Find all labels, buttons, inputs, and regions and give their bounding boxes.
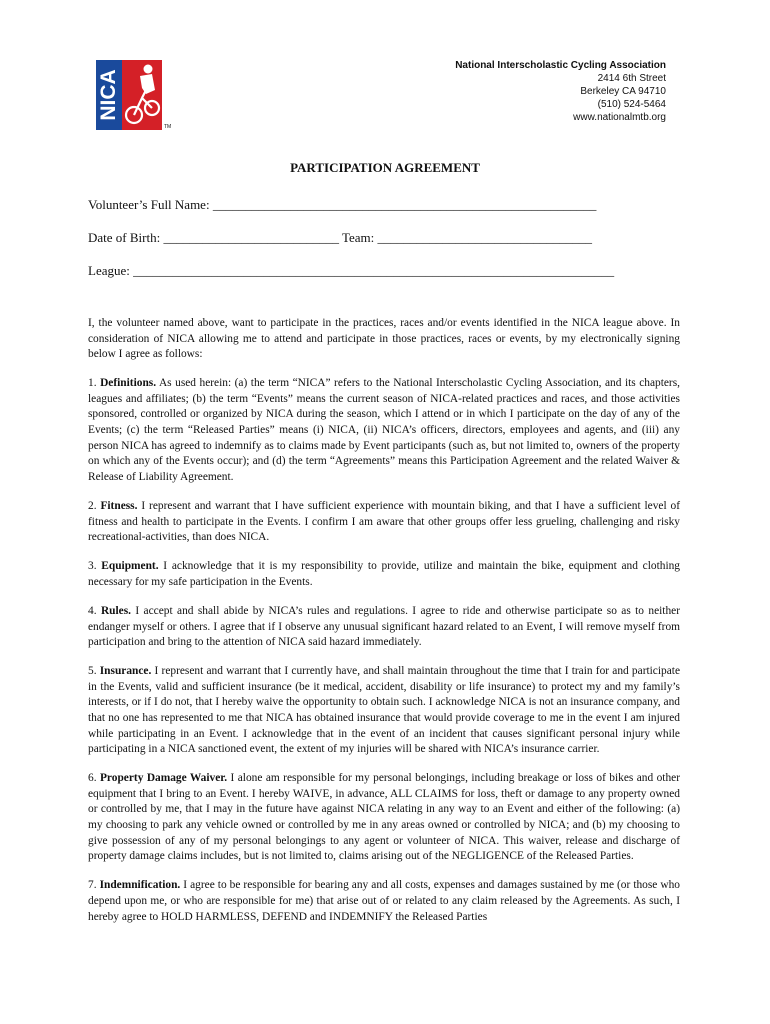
section-equipment: 3. Equipment. I acknowledge that it is my responsibility to provide, utilize and maintain the bike, equipment and clothing necessary for my safe participation in the Events. bbox=[88, 560, 681, 588]
section-rules: 4. Rules. I accept and shall abide by NICA’s rules and regulations. I agree to ride and otherwise participate so as to neither endanger myself or others. I agree that if I observe any unusual significant hazard related to an Event, I will remove myself from participation and bring to the attention of NICA said hazard immediately. bbox=[88, 604, 681, 649]
org-name: National Interscholastic Cycling Association bbox=[455, 60, 666, 71]
section-fitness: 2. Fitness. I represent and warrant that I have sufficient experience with mountain biking, and that I have a sufficient level of fitness and health to participate in the Events. I confirm I am aware that other groups offer less grueling, challenging and risky recreational-activities, than does NICA. bbox=[88, 499, 680, 544]
dob-team-field[interactable]: Date of Birth: ___________________________ Team: _________________________________ bbox=[88, 230, 593, 245]
league-field[interactable]: League: __________________________________________________________________________ bbox=[88, 263, 615, 278]
full-name-field[interactable]: Volunteer’s Full Name: ___________________________________________________________ bbox=[88, 197, 597, 212]
intro-paragraph: I, the volunteer named above, want to participate in the practices, races and/or events identified in the NICA league above. In consideration of NICA allowing me to attend and participate in those practices, races or events, by my electronically signing below I agree as follows: bbox=[88, 317, 680, 361]
nica-logo bbox=[96, 60, 172, 130]
section-indemnification: 7. Indemnification. I agree to be responsible for bearing any and all costs, expenses and damages sustained by me (or those who depend upon me, or who are responsible for me) that arise out of or related to any claim released by the Agreements. As such, I hereby agree to HOLD HARMLESS, DEFEND and INDEMNIFY the Released Parties bbox=[88, 879, 680, 923]
agreement-body bbox=[88, 316, 680, 939]
cyclist-icon bbox=[122, 60, 162, 130]
org-phone: (510) 524-5464 bbox=[597, 99, 666, 110]
org-address-block bbox=[455, 59, 666, 124]
org-city: Berkeley CA 94710 bbox=[580, 86, 666, 97]
org-website: www.nationalmtb.org bbox=[573, 112, 666, 123]
section-definitions: 1. Definitions. As used herein: (a) the term “NICA” refers to the National Interscholastic Cycling Association, and its chapters, leagues and affiliates; (b) the term “Events” means the current season of NICA-related practices and races, and those activities sponsored, controlled or organized by NICA during the season, which I attend or in which I participate on the day of any of the Events; (c) the term “Released Parties” means (i) NICA, (ii) NICA’s officers, directors, employees and agents, and (iii) any person NICA has agreed to indemnify as to claims made by Event participants (such as, but not limited to, owners of the property on which any of the Events occur); and (d) the term “Agreements” means this Participation Agreement and the related Waiver & Release of Liability Agreement. bbox=[88, 377, 681, 483]
logo-text: NICA bbox=[97, 69, 120, 121]
section-insurance: 5. Insurance. I represent and warrant that I currently have, and shall maintain throughout the time that I train for and participate in the Events, valid and sufficient insurance (be it medical, accident, disability or life insurance) to protect my and my family’s interests, or if I do not, that I hereby waive the opportunity to obtain such. I acknowledge NICA is not an insurance company, and that no one has represented to me that NICA has obtained insurance that would provide coverage to me in the event I am injured while participating in an Event. I acknowledge that in the event of an incident that causes significant personal injury while participating in a NICA sanctioned event, the extent of my injuries will be shared with NICA’s insurance carrier. bbox=[88, 665, 681, 756]
org-street: 2414 6th Street bbox=[597, 73, 666, 84]
trademark: TM bbox=[164, 124, 172, 130]
section-property-damage-waiver: 6. Property Damage Waiver. I alone am responsible for my personal belongings, including breakage or loss of bikes and other equipment that I bring to an Event. I hereby WAIVE, in advance, ALL CLAIMS for loss, theft or damage to any property owned or controlled by me, that I may in the future have against NICA relating in any way to an Event and either of the following: (a) my choosing to park any vehicle owned or controlled by me in any areas owned or controlled by NICA; and (b) my choosing to give possession of any of my personal belongings to any agent or volunteer of NICA. This waiver, release and discharge of property damage claims includes, but is not limited to, claims arising out of the NEGLIGENCE of the Released Parties. bbox=[88, 772, 681, 863]
document-title: PARTICIPATION AGREEMENT bbox=[290, 160, 480, 175]
